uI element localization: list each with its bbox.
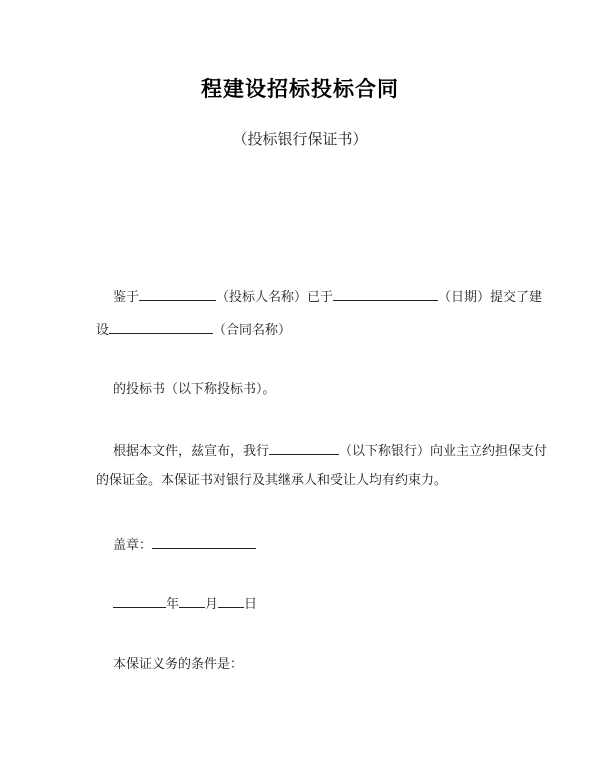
blank-year xyxy=(113,594,166,608)
blank-day xyxy=(218,594,244,608)
text-segment: 根据本文件，兹宣布，我行 xyxy=(113,444,270,459)
blank-bidder-name xyxy=(139,287,216,301)
text-segment: （日期）提交了建 xyxy=(438,290,543,305)
paragraph-1-line-2 xyxy=(96,320,291,340)
day-label: 日 xyxy=(244,597,258,612)
conditions-heading: 本保证义务的条件是： xyxy=(113,657,244,672)
paragraph-3-line-1 xyxy=(113,441,547,461)
blank-month xyxy=(179,594,205,608)
text-segment: （投标人名称）已于 xyxy=(216,290,334,305)
document-subtitle: （投标银行保证书） xyxy=(232,130,368,148)
date-line xyxy=(113,594,257,614)
blank-bank-name xyxy=(269,441,339,455)
paragraph-2: 的投标书（以下称投标书）。 xyxy=(113,382,276,397)
text-segment: （以下称银行）向业主立约担保支付 xyxy=(339,444,548,459)
text-segment: （合同名称） xyxy=(213,323,292,338)
text-segment: 鉴于 xyxy=(113,290,140,305)
month-label: 月 xyxy=(205,597,219,612)
paragraph-3-line-2: 的保证金。本保证书对银行及其继承人和受让人均有约束力。 xyxy=(96,473,448,488)
blank-contract-name xyxy=(109,320,213,334)
blank-date xyxy=(333,287,438,301)
paragraph-1-line-1 xyxy=(113,287,542,307)
year-label: 年 xyxy=(166,597,180,612)
seal-label: 盖章： xyxy=(113,538,153,553)
seal-line xyxy=(113,535,256,555)
document-title: 程建设招标投标合同 xyxy=(201,77,399,101)
blank-seal xyxy=(152,535,256,549)
text-segment: 设 xyxy=(96,323,110,338)
